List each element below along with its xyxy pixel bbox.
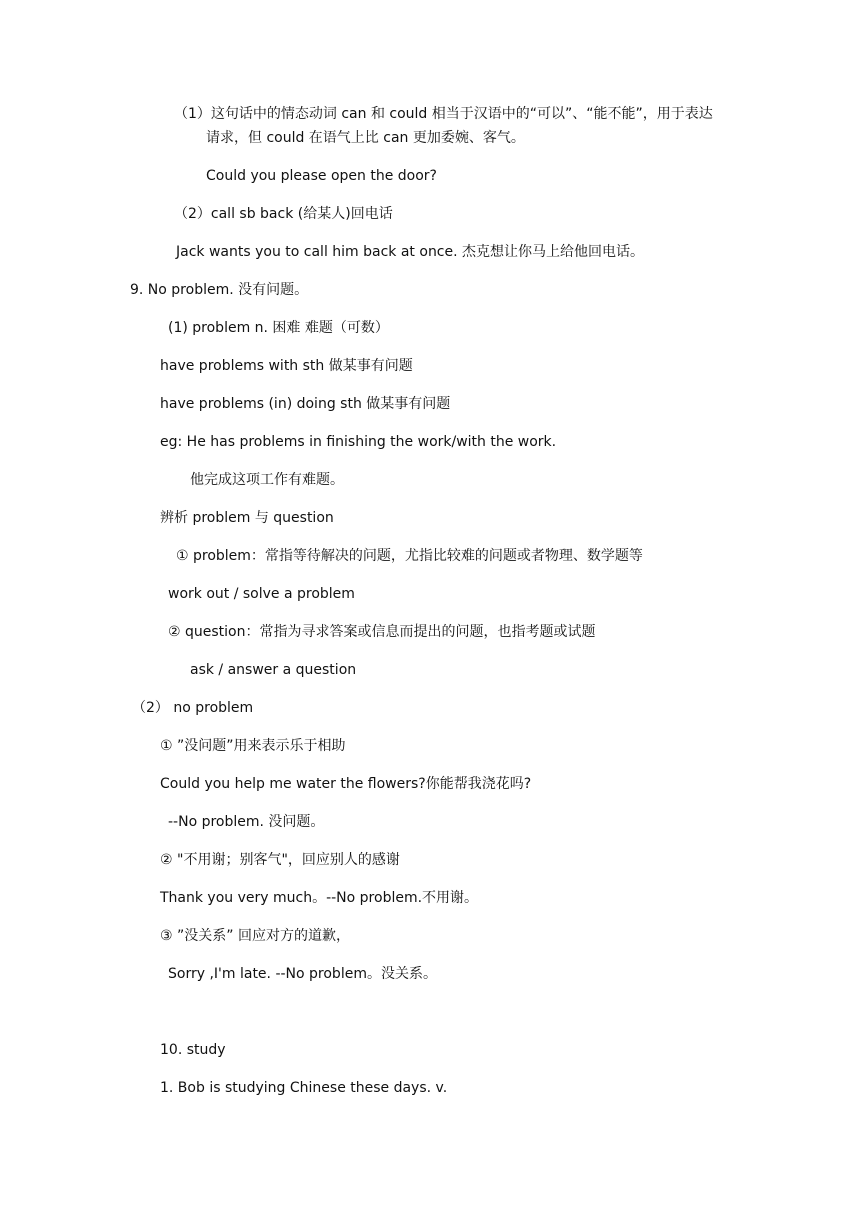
phrase-solve-problem: work out / solve a problem — [168, 586, 355, 602]
example-thank-you: Thank you very much。--No problem.不用谢。 — [160, 890, 479, 906]
heading-distinction: 辨析 problem 与 question — [160, 510, 334, 526]
example-call-back: Jack wants you to call him back at once. 杰克想让你马上给他回电话。 — [176, 244, 645, 260]
note-modal-verbs-line-2: 请求，但 could 在语气上比 can 更加委婉、客气。 — [206, 130, 525, 146]
example-open-door: Could you please open the door? — [206, 168, 437, 184]
note-modal-verbs-line-1: （1）这句话中的情态动词 can 和 could 相当于汉语中的“可以”、“能不能”，用于表达 — [174, 106, 713, 122]
distinction-problem: ① problem：常指等待解决的问题，尤指比较难的问题或者物理、数学题等 — [176, 548, 643, 564]
example-sorry-late: Sorry ,I'm late. --No problem。没关系。 — [168, 966, 437, 982]
example-studying-chinese: 1. Bob is studying Chinese these days. v. — [160, 1080, 448, 1096]
usage-willing-to-help: ① ”没问题”用来表示乐于相助 — [160, 738, 346, 754]
note-problem-noun: (1) problem n. 困难 难题（可数） — [168, 320, 389, 336]
phrase-answer-question: ask / answer a question — [190, 662, 357, 678]
phrase-problems-with: have problems with sth 做某事有问题 — [160, 358, 413, 374]
phrase-problems-doing: have problems (in) doing sth 做某事有问题 — [160, 396, 451, 412]
heading-study: 10. study — [160, 1042, 226, 1058]
usage-apology-reply: ③ ”没关系” 回应对方的道歉， — [160, 928, 350, 944]
heading-no-problem-usage: （2） no problem — [132, 700, 254, 716]
example-finishing-work: eg: He has problems in finishing the work/with the work. — [160, 434, 557, 450]
distinction-question: ② question：常指为寻求答案或信息而提出的问题，也指考题或试题 — [168, 624, 596, 640]
example-no-problem-reply-1: --No problem. 没问题。 — [168, 814, 325, 830]
heading-no-problem: 9. No problem. 没有问题。 — [130, 282, 309, 298]
usage-thanks-reply: ② "不用谢；别客气"，回应别人的感谢 — [160, 852, 400, 868]
example-water-flowers: Could you help me water the flowers?你能帮我浇花吗? — [160, 776, 532, 792]
note-call-back: （2）call sb back (给某人)回电话 — [174, 206, 393, 222]
example-translation: 他完成这项工作有难题。 — [190, 472, 344, 488]
